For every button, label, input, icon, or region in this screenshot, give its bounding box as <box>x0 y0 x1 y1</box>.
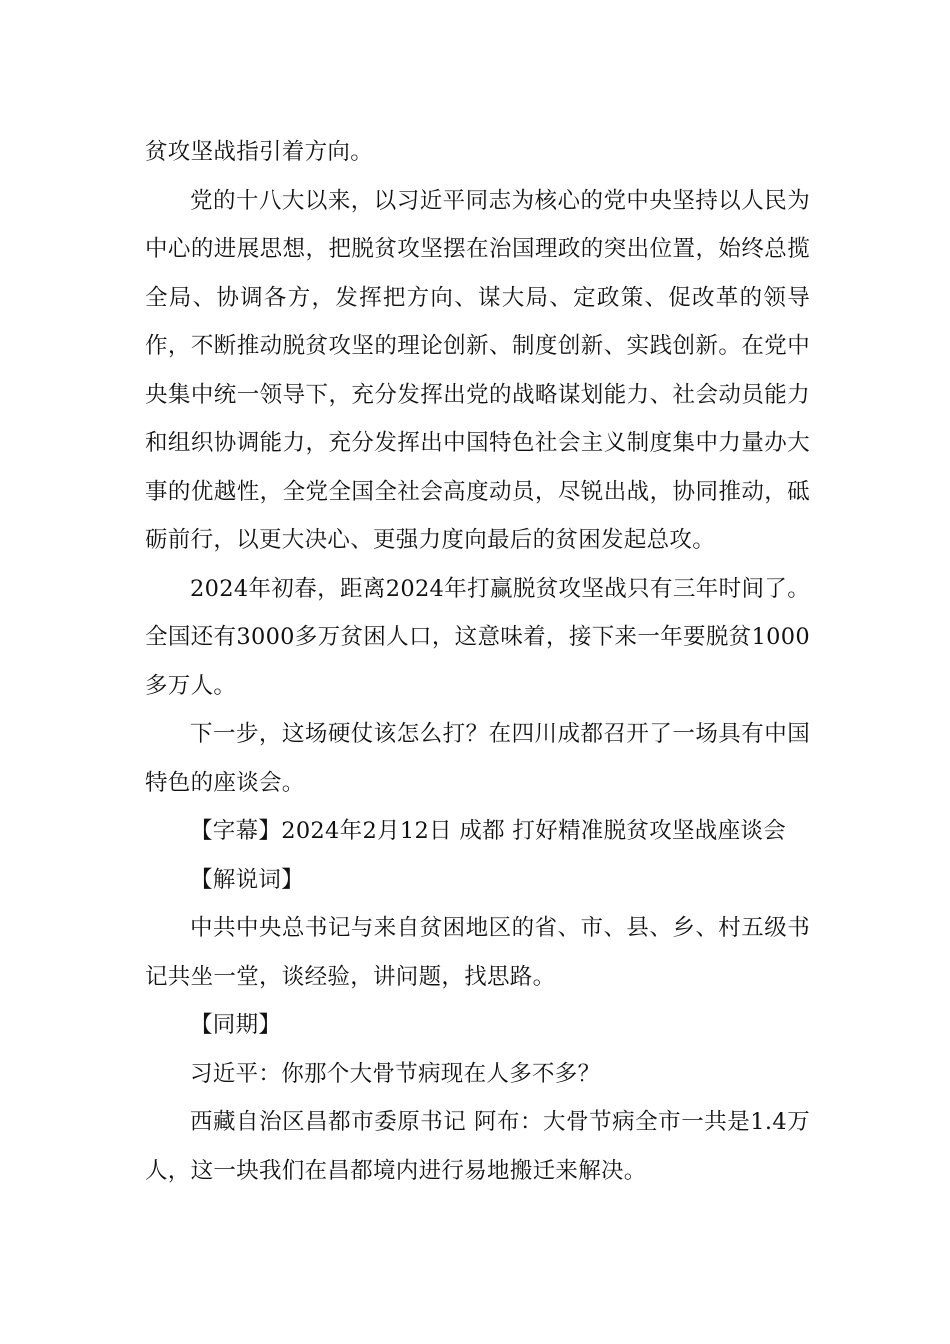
paragraph-sync-heading: 【同期】 <box>190 1012 282 1038</box>
document-body <box>145 128 810 1195</box>
paragraph-dialogue-question: 习近平：你那个大骨节病现在人多不多？ <box>190 1060 601 1087</box>
paragraph-continuation: 贫攻坚战指引着方向。 <box>145 139 374 165</box>
paragraph-next-step: 下一步，这场硬仗该怎么打？在四川成都召开了一场具有中国特色的座谈会。 <box>145 721 810 796</box>
paragraph-caption: 【字幕】2024年2月12日 成都 打好精准脱贫攻坚战座谈会 <box>190 818 787 844</box>
paragraph-narration-heading: 【解说词】 <box>190 866 305 893</box>
paragraph-dialogue-answer: 西藏自治区昌都市委原书记 阿布：大骨节病全市一共是1.4万人，这一块我们在昌都境内进行易地搬迁来解决。 <box>145 1109 810 1184</box>
paragraph-party-leadership: 党的十八大以来，以习近平同志为核心的党中央坚持以人民为中心的进展思想，把脱贫攻坚摆在治国理政的突出位置，始终总揽全局、协调各方，发挥把方向、谋大局、定政策、促改革的领导作，不断推动脱贫攻坚的理论创新、制度创新、实践创新。在党中央集中统一领导下，充分发挥出党的战略谋划能力、社会动员能力和组织协调能力，充分发挥出中国特色社会主义制度集中力量办大事的优越性，全党全国全社会高度动员，尽锐出战，协同推动，砥砺前行，以更大决心、更强力度向最后的贫困发起总攻。 <box>145 187 810 553</box>
paragraph-early-spring: 2024年初春，距离2024年打赢脱贫攻坚战只有三年时间了。全国还有3000多万贫困人口，这意味着，接下来一年要脱贫1000多万人。 <box>145 575 810 699</box>
paragraph-narration: 中共中央总书记与来自贫困地区的省、市、县、乡、村五级书记共坐一堂，谈经验，讲问题，找思路。 <box>145 915 810 990</box>
